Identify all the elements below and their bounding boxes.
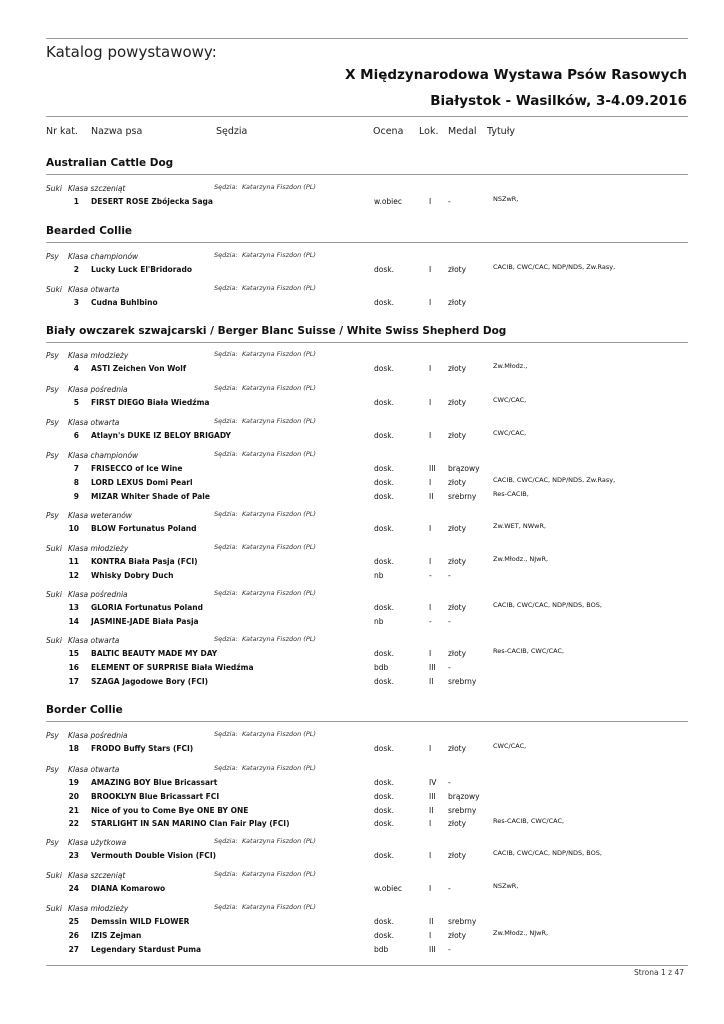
rating: dosk. [374, 298, 394, 307]
judge-label: Sędzia: [214, 903, 238, 911]
judge-label: Sędzia: [214, 730, 238, 738]
titles: CACIB, CWC/CAC, NDP/NDS, BOS, [493, 601, 602, 609]
dog-name: Nice of you to Come Bye ONE BY ONE [91, 805, 249, 815]
column-header-titles: Tytuły [487, 126, 516, 137]
judge-name: Katarzyna Fiszdon (PL) [242, 251, 316, 259]
medal: złoty [448, 557, 467, 566]
dog-entry-row [46, 603, 688, 616]
breed-rule [46, 721, 688, 722]
class-label [46, 451, 138, 460]
medal: - [448, 778, 451, 787]
breed-heading: Bearded Collie [46, 225, 133, 237]
sex-label: Suki [46, 904, 62, 913]
medal: złoty [448, 265, 467, 274]
judge-label: Sędzia: [214, 183, 238, 191]
placement: I [429, 477, 432, 487]
breed-heading: Biały owczarek szwajcarski / Berger Blanc Suisse / White Swiss Shepherd Dog [46, 325, 507, 337]
dog-entry-row [46, 819, 688, 832]
medal: złoty [448, 431, 467, 440]
titles: CWC/CAC, [493, 742, 527, 750]
medal: złoty [448, 524, 467, 533]
rating: bdb [374, 944, 389, 954]
class-name: Klasa młodzieży [68, 351, 129, 360]
event-title: X Międzynarodowa Wystawa Psów Rasowych [345, 67, 687, 83]
dog-name: STARLIGHT IN SAN MARINO Clan Fair Play (FCI) [91, 819, 290, 829]
placement: I [429, 603, 432, 612]
dog-entry-row [46, 851, 688, 864]
titles: Res-CACIB, [493, 489, 529, 498]
judge-name: Katarzyna Fiszdon (PL) [242, 903, 316, 911]
breed-rule [46, 242, 688, 243]
catalog-number: 5 [73, 398, 79, 407]
sex-label: Psy [46, 385, 59, 394]
rating: dosk. [374, 778, 394, 787]
class-name: Klasa szczeniąt [68, 184, 126, 193]
placement: III [429, 464, 436, 473]
rating: dosk. [374, 524, 394, 533]
catalog-number: 7 [73, 464, 79, 473]
dog-name: FIRST DIEGO Biała Wiedźma [91, 398, 210, 407]
class-label [46, 184, 125, 193]
judge-name: Katarzyna Fiszdon (PL) [242, 417, 316, 425]
rating: dosk. [374, 805, 394, 815]
medal: - [448, 616, 451, 626]
dog-entry-row [46, 197, 688, 210]
class-name: Klasa pośrednia [68, 385, 128, 394]
catalog-number: 22 [68, 819, 79, 829]
placement: I [429, 398, 432, 407]
titles: Res-CACIB, CWC/CAC, [493, 817, 565, 826]
sex-label: Suki [46, 544, 62, 553]
rating: w.obiec [374, 884, 403, 893]
rating: dosk. [374, 603, 394, 612]
class-label [46, 904, 128, 913]
class-name: Klasa otwarta [68, 418, 120, 427]
titles: CACIB, CWC/CAC, NDP/NDS, BOS, [493, 849, 602, 857]
catalog-number: 1 [73, 197, 79, 206]
dog-entry-row [46, 884, 688, 897]
catalog-number: 23 [68, 851, 79, 860]
dog-name: Atlayn's DUKE IZ BELOY BRIGADY [91, 431, 231, 440]
titles: Zw.Młodz., [493, 362, 528, 370]
catalog-number: 19 [68, 778, 79, 787]
dog-name: BLOW Fortunatus Poland [91, 524, 197, 533]
rating: dosk. [374, 649, 394, 658]
placement: I [429, 298, 432, 307]
class-name: Klasa pośrednia [68, 731, 128, 740]
titles: Zw.Młodz., NJwR, [493, 555, 549, 563]
dog-entry-row [46, 524, 688, 537]
sex-label: Psy [46, 252, 59, 261]
catalog-number: 9 [73, 491, 79, 501]
medal: złoty [448, 851, 467, 860]
judge-name: Katarzyna Fiszdon (PL) [242, 870, 316, 878]
titles: Res-CACIB, CWC/CAC, [493, 647, 565, 655]
judge-info [214, 635, 316, 643]
breed-rule [46, 174, 688, 175]
rating: dosk. [374, 364, 394, 373]
placement: I [429, 744, 432, 753]
dog-name: FRISECCO of Ice Wine [91, 464, 183, 473]
rating: nb [374, 616, 384, 626]
dog-entry-row [46, 475, 688, 491]
judge-name: Katarzyna Fiszdon (PL) [242, 764, 316, 772]
sex-label: Psy [46, 451, 59, 460]
placement: I [429, 431, 432, 440]
rating: dosk. [374, 930, 394, 940]
judge-info [214, 764, 316, 772]
dog-entry-row [46, 489, 688, 505]
titles: CACIB, CWC/CAC, NDP/NDS, Zw.Rasy, [493, 475, 616, 484]
placement: II [429, 676, 434, 686]
catalog-number: 16 [68, 662, 79, 672]
sex-label: Psy [46, 731, 59, 740]
breed-rule [46, 342, 688, 343]
judge-label: Sędzia: [214, 870, 238, 878]
rating: dosk. [374, 557, 394, 566]
medal: - [448, 197, 451, 206]
sex-label: Suki [46, 590, 62, 599]
medal: złoty [448, 819, 467, 829]
class-name: Klasa młodzieży [68, 544, 129, 553]
judge-info [214, 384, 316, 392]
catalog-number: 10 [68, 524, 79, 533]
page-number: Strona 1 z 47 [634, 968, 684, 977]
column-header-medal: Medal [448, 126, 477, 137]
class-name: Klasa otwarta [68, 285, 120, 294]
judge-label: Sędzia: [214, 635, 238, 643]
rating: dosk. [374, 491, 394, 501]
placement: I [429, 884, 432, 893]
placement: III [429, 944, 436, 954]
medal: srebrny [448, 917, 477, 926]
judge-info [214, 183, 316, 191]
judge-info [214, 870, 316, 878]
placement: IV [429, 778, 437, 787]
dog-entry-row [46, 431, 688, 444]
catalog-number: 11 [68, 557, 79, 566]
catalog-number: 27 [68, 944, 79, 954]
rating: dosk. [374, 819, 394, 829]
dog-entry-row [46, 928, 688, 944]
dog-entry-row [46, 398, 688, 411]
catalog-number: 24 [68, 884, 79, 893]
judge-name: Katarzyna Fiszdon (PL) [242, 510, 316, 518]
class-label [46, 636, 119, 645]
header-rule [46, 116, 688, 117]
dog-entry-row [46, 677, 688, 690]
judge-info [214, 450, 316, 458]
dog-name: Lucky Luck El'Bridorado [91, 265, 192, 274]
judge-label: Sędzia: [214, 450, 238, 458]
placement: II [429, 805, 434, 815]
dog-name: SZAGA Jagodowe Bory (FCI) [91, 676, 209, 686]
dog-entry-row [46, 649, 688, 662]
dog-name: ASTI Zeichen Von Wolf [91, 364, 187, 373]
judge-info [214, 589, 316, 597]
catalog-number: 4 [73, 364, 79, 373]
titles: NSZwR, [493, 195, 519, 203]
dog-name: Demssin WILD FLOWER [91, 917, 190, 926]
judge-info [214, 903, 316, 911]
dog-name: BALTIC BEAUTY MADE MY DAY [91, 649, 218, 658]
class-name: Klasa otwarta [68, 765, 120, 774]
judge-label: Sędzia: [214, 417, 238, 425]
medal: złoty [448, 744, 467, 753]
class-label [46, 544, 128, 553]
medal: - [448, 662, 451, 672]
judge-name: Katarzyna Fiszdon (PL) [242, 543, 316, 551]
sex-label: Psy [46, 511, 59, 520]
judge-name: Katarzyna Fiszdon (PL) [242, 837, 316, 845]
placement: I [429, 851, 432, 860]
judge-name: Katarzyna Fiszdon (PL) [242, 730, 316, 738]
placement: III [429, 662, 436, 672]
titles: CWC/CAC, [493, 396, 527, 404]
class-label [46, 590, 128, 599]
judge-name: Katarzyna Fiszdon (PL) [242, 384, 316, 392]
sex-label: Psy [46, 838, 59, 847]
medal: złoty [448, 298, 467, 307]
dog-entry-row [46, 917, 688, 930]
dog-name: KONTRA Biała Pasja (FCI) [91, 557, 198, 566]
class-name: Klasa championów [68, 252, 139, 261]
judge-label: Sędzia: [214, 384, 238, 392]
catalog-number: 12 [68, 570, 79, 580]
medal: brązowy [448, 791, 480, 801]
medal: - [448, 884, 451, 893]
dog-name: LORD LEXUS Domi Pearl [91, 477, 193, 487]
column-header-name: Nazwa psa [91, 126, 143, 137]
sex-label: Suki [46, 871, 62, 880]
catalog-number: 26 [68, 930, 79, 940]
rating: dosk. [374, 398, 394, 407]
sex-label: Psy [46, 765, 59, 774]
footer-rule [46, 965, 688, 966]
medal: srebrny [448, 491, 477, 501]
medal: złoty [448, 477, 467, 487]
rating: bdb [374, 662, 389, 672]
medal: - [448, 944, 451, 954]
placement: I [429, 364, 432, 373]
dog-name: AMAZING BOY Blue Bricassart [91, 778, 218, 787]
sex-label: Psy [46, 418, 59, 427]
dog-name: JASMINE-JADE Biała Pasja [91, 616, 199, 626]
titles: CACIB, CWC/CAC, NDP/NDS, Zw.Rasy, [493, 263, 616, 271]
dog-name: IZIS Zejman [91, 930, 142, 940]
titles: CWC/CAC, [493, 429, 527, 437]
medal: srebrny [448, 676, 477, 686]
catalog-number: 2 [73, 265, 79, 274]
judge-info [214, 284, 316, 292]
class-label [46, 838, 126, 847]
dog-entry-row [46, 557, 688, 570]
sex-label: Psy [46, 351, 59, 360]
column-header-nr: Nr kat. [46, 126, 78, 137]
class-label [46, 285, 119, 294]
catalog-number: 21 [68, 805, 79, 815]
rating: w.obiec [374, 197, 403, 206]
judge-label: Sędzia: [214, 350, 238, 358]
dog-entry-row [46, 792, 688, 805]
class-label [46, 511, 132, 520]
dog-entry-row [46, 663, 688, 676]
catalog-number: 18 [68, 744, 79, 753]
rating: dosk. [374, 917, 394, 926]
dog-entry-row [46, 806, 688, 819]
judge-label: Sędzia: [214, 837, 238, 845]
rating: dosk. [374, 744, 394, 753]
medal: złoty [448, 603, 467, 612]
medal: złoty [448, 649, 467, 658]
class-label [46, 871, 125, 880]
judge-label: Sędzia: [214, 764, 238, 772]
dog-name: Legendary Stardust Puma [91, 944, 202, 954]
catalog-number: 8 [73, 477, 79, 487]
placement: I [429, 265, 432, 274]
column-header-ocena: Ocena [373, 126, 404, 137]
judge-name: Katarzyna Fiszdon (PL) [242, 450, 316, 458]
dog-name: DIANA Komarowo [91, 884, 166, 893]
catalog-number: 14 [68, 616, 79, 626]
judge-name: Katarzyna Fiszdon (PL) [242, 284, 316, 292]
judge-label: Sędzia: [214, 251, 238, 259]
class-name: Klasa szczeniąt [68, 871, 126, 880]
rating: nb [374, 570, 384, 580]
placement: III [429, 791, 436, 801]
catalog-number: 13 [68, 603, 79, 612]
judge-name: Katarzyna Fiszdon (PL) [242, 635, 316, 643]
placement: II [429, 491, 434, 501]
rating: dosk. [374, 265, 394, 274]
class-name: Klasa pośrednia [68, 590, 128, 599]
dog-entry-row [46, 945, 688, 958]
sex-label: Suki [46, 636, 62, 645]
placement: I [429, 557, 432, 566]
placement: - [429, 570, 432, 580]
judge-info [214, 350, 316, 358]
rating: dosk. [374, 477, 394, 487]
medal: brązowy [448, 464, 480, 473]
class-name: Klasa otwarta [68, 636, 120, 645]
class-label [46, 252, 138, 261]
placement: I [429, 819, 432, 829]
rating: dosk. [374, 676, 394, 686]
judge-info [214, 543, 316, 551]
class-name: Klasa młodzieży [68, 904, 129, 913]
medal: złoty [448, 930, 467, 940]
class-name: Klasa weteranów [68, 511, 132, 520]
catalog-number: 20 [68, 791, 79, 801]
judge-label: Sędzia: [214, 589, 238, 597]
titles: Zw.WET, NWwR, [493, 522, 547, 530]
class-label [46, 765, 119, 774]
dog-name: Cudna Buhlbino [91, 298, 158, 307]
titles: Zw.Młodz., NJwR, [493, 928, 549, 937]
judge-label: Sędzia: [214, 284, 238, 292]
class-label [46, 731, 128, 740]
event-place-date: Białystok - Wasilków, 3-4.09.2016 [430, 93, 687, 109]
breed-heading: Australian Cattle Dog [46, 157, 174, 169]
judge-info [214, 417, 316, 425]
dog-name: MIZAR Whiter Shade of Pale [91, 491, 210, 501]
dog-entry-row [46, 265, 688, 278]
judge-info [214, 251, 316, 259]
dog-entry-row [46, 298, 688, 311]
class-label [46, 385, 128, 394]
class-label [46, 351, 128, 360]
medal: złoty [448, 398, 467, 407]
medal: srebrny [448, 805, 477, 815]
judge-info [214, 730, 316, 738]
judge-info [214, 837, 316, 845]
placement: I [429, 524, 432, 533]
dog-entry-row [46, 364, 688, 377]
column-header-judge: Sędzia [216, 126, 248, 137]
catalog-number: 6 [73, 431, 79, 440]
judge-name: Katarzyna Fiszdon (PL) [242, 350, 316, 358]
judge-name: Katarzyna Fiszdon (PL) [242, 589, 316, 597]
catalog-number: 3 [73, 298, 79, 307]
placement: I [429, 197, 432, 206]
medal: złoty [448, 364, 467, 373]
dog-entry-row [46, 778, 688, 791]
catalog-number: 15 [68, 649, 79, 658]
column-header-lok: Lok. [419, 126, 439, 137]
dog-name: BROOKLYN Blue Bricassart FCI [91, 791, 220, 801]
dog-name: Whisky Dobry Duch [91, 570, 174, 580]
rating: dosk. [374, 431, 394, 440]
dog-entry-row [46, 744, 688, 757]
class-label [46, 418, 119, 427]
top-rule [46, 38, 688, 39]
dog-name: FRODO Buffy Stars (FCI) [91, 744, 194, 753]
document-title: Katalog powystawowy: [46, 43, 217, 61]
rating: dosk. [374, 851, 394, 860]
class-name: Klasa użytkowa [68, 838, 127, 847]
dog-name: ELEMENT OF SURPRISE Biała Wiedźma [91, 662, 254, 672]
dog-name: Vermouth Double Vision (FCI) [91, 851, 217, 860]
placement: - [429, 616, 432, 626]
judge-name: Katarzyna Fiszdon (PL) [242, 183, 316, 191]
breed-heading: Border Collie [46, 704, 123, 716]
dog-name: DESERT ROSE Zbójecka Saga [91, 197, 213, 206]
judge-info [214, 510, 316, 518]
sex-label: Suki [46, 184, 62, 193]
class-name: Klasa championów [68, 451, 139, 460]
dog-name: GLORIA Fortunatus Poland [91, 603, 204, 612]
rating: dosk. [374, 464, 394, 473]
placement: I [429, 649, 432, 658]
titles: NSZwR, [493, 882, 519, 890]
placement: I [429, 930, 432, 940]
dog-entry-row [46, 617, 688, 630]
dog-entry-row [46, 571, 688, 584]
medal: - [448, 570, 451, 580]
placement: II [429, 917, 434, 926]
rating: dosk. [374, 791, 394, 801]
catalog-number: 25 [68, 917, 79, 926]
judge-label: Sędzia: [214, 510, 238, 518]
catalog-number: 17 [68, 676, 79, 686]
sex-label: Suki [46, 285, 62, 294]
judge-label: Sędzia: [214, 543, 238, 551]
